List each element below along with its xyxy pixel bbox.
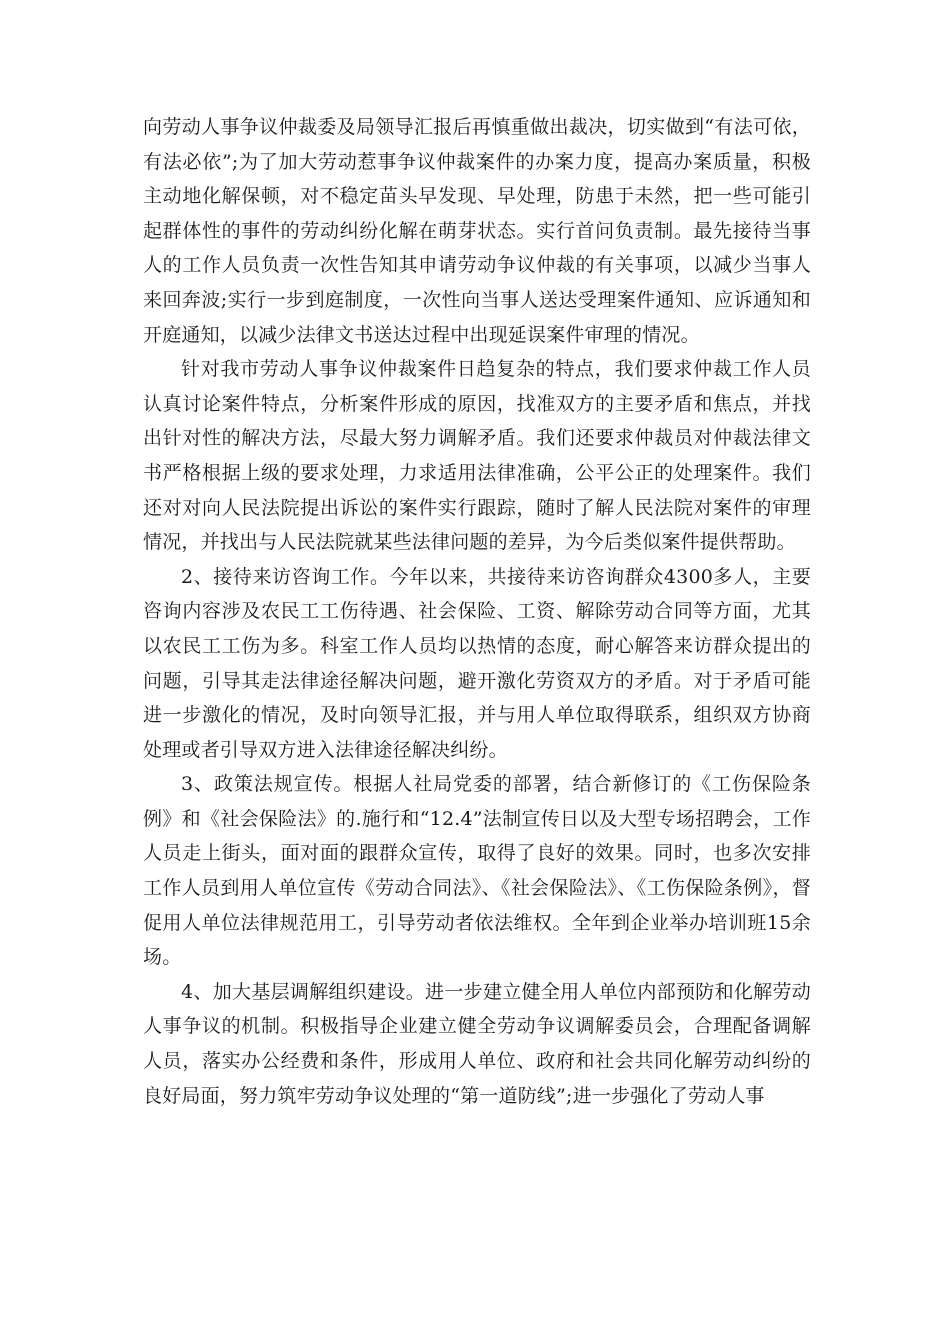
paragraph-consultation-work: 2、接待来访咨询工作。今年以来，共接待来访咨询群众4300多人，主要咨询内容涉及农民工工伤待遇、社会保险、工资、解除劳动合同等方面，尤其以农民工工伤为多。科室工作人员均以热情的态度，耐心解答来访群众提出的问题，引导其走法律途径解决问题，避开激化劳资双方的矛盾。对于矛盾可能进一步激化的情况，及时向领导汇报，并与用人单位取得联系，组织双方协商处理或者引导双方进入法律途径解决纠纷。 [143,565,811,761]
paragraph-policy-publicity: 3、政策法规宣传。根据人社局党委的部署，结合新修订的《工伤保险条例》和《社会保险法》的.施行和“12.4”法制宣传日以及大型专场招聘会，工作人员走上街头，面对面的跟群众宣传，取得了良好的效果。同时，也多次安排工作人员到用人单位宣传《劳动合同法》、《社会保险法》、《工伤保险条例》，督促用人单位法律规范用工，引导劳动者依法维权。全年到企业举办培训班15余场。 [143,773,811,969]
paragraph-mediation-organization: 4、加大基层调解组织建设。进一步建立健全用人单位内部预防和化解劳动人事争议的机制。积极指导企业建立健全劳动争议调解委员会，合理配备调解人员，落实办公经费和条件，形成用人单位、政府和社会共同化解劳动纠纷的良好局面，努力筑牢劳动争议处理的“第一道防线”;进一步强化了劳动人事 [143,980,811,1107]
document-body [143,110,811,1113]
paragraph-continuation: 向劳动人事争议仲裁委及局领导汇报后再慎重做出裁决，切实做到“有法可依，有法必依”;为了加大劳动惹事争议仲裁案件的办案力度，提高办案质量，积极主动地化解保顿，对不稳定苗头早发现、早处理，防患于未然，把一些可能引起群体性的事件的劳动纠纷化解在萌芽状态。实行首问负责制。最先接待当事人的工作人员负责一次性告知其申请劳动争议仲裁的有关事项，以减少当事人来回奔波;实行一步到庭制度，一次性向当事人送达受理案件通知、应诉通知和开庭通知，以减少法律文书送达过程中出现延误案件审理的情况。 [143,116,811,346]
paragraph-arbitration-cases: 针对我市劳动人事争议仲裁案件日趋复杂的特点，我们要求仲裁工作人员认真讨论案件特点，分析案件形成的原因，找准双方的主要矛盾和焦点，并找出针对性的解决方法，尽最大努力调解矛盾。我们还要求仲裁员对仲裁法律文书严格根据上级的要求处理，力求适用法律准确，公平公正的处理案件。我们还对对向人民法院提出诉讼的案件实行跟踪，随时了解人民法院对案件的审理情况，并找出与人民法院就某些法律问题的差异，为今后类似案件提供帮助。 [143,358,811,554]
